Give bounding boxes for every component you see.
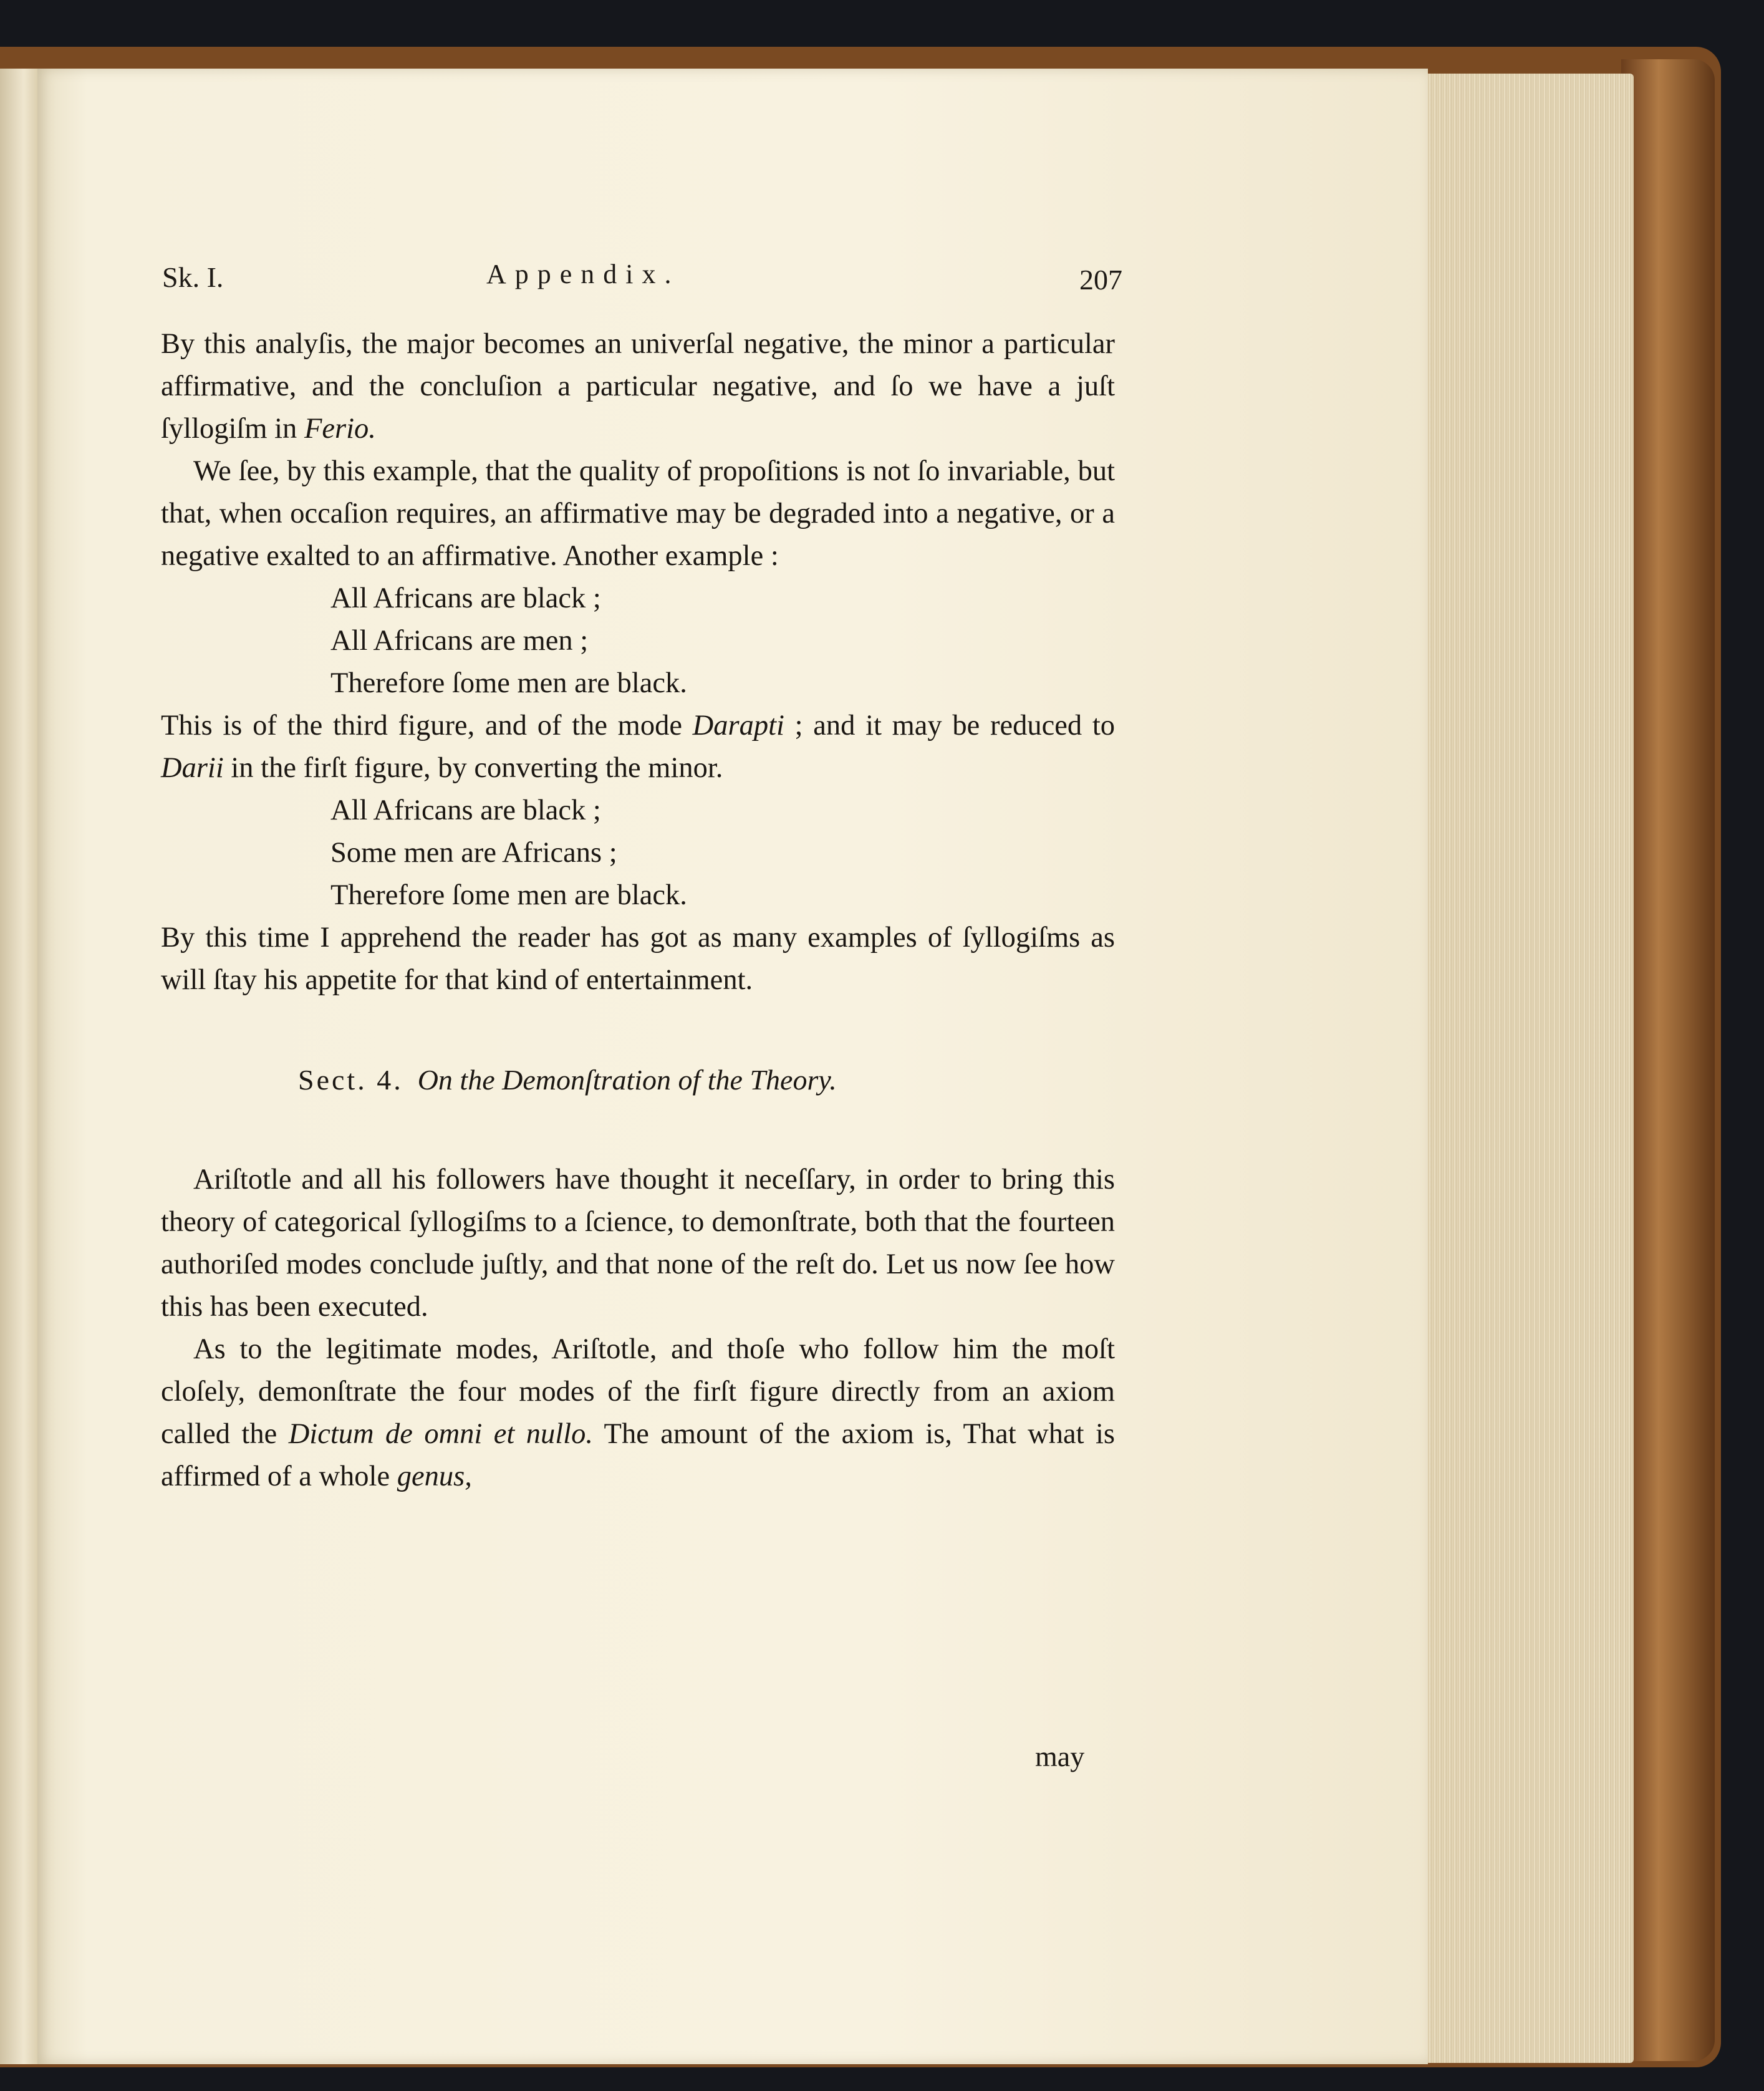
header-section: Sk. I. [162, 261, 224, 293]
syllogism-2-line-2: Some men are Africans ; [330, 837, 617, 869]
syllogism-1-line-3: Therefore ſome men are black. [330, 667, 687, 699]
italic-darii: Darii [161, 752, 224, 784]
paragraph-4: By this time I apprehend the reader has got as many examples of ſyllogiſms as will ſtay his appetite for that kind of entertainment. [161, 922, 1115, 996]
paragraph-1: By this analyſis, the major becomes an univerſal negative, the minor a particular affirmative, and the concluſion a particular negative, and ſo we have a juſt ſyllogiſm in Ferio. [161, 328, 1115, 445]
paragraph-6: As to the legitimate modes, Ariſtotle, and thoſe who follow him the moſt cloſely, demonſtrate the four modes of the firſt figure directly from an axiom called the Dictum de omni et nullo. The amount of the axiom is, That what is affirmed of a whole genus, [161, 1333, 1115, 1492]
page-body [161, 323, 1115, 1498]
syllogism-2-line-3: Therefore ſome men are black. [330, 879, 687, 911]
paragraph-3: This is of the third figure, and of the mode Darapti ; and it may be reduced to Darii in the firſt figure, by converting the minor. [161, 710, 1115, 784]
syllogism-1-line-2: All Africans are men ; [330, 625, 589, 657]
section-title: On the Demonſtration of the Theory. [417, 1064, 837, 1096]
italic-ferio: Ferio. [304, 413, 376, 445]
book-cover-edge [1621, 59, 1715, 2061]
catchword: may [1035, 1741, 1085, 1772]
paragraph-2: We ſee, by this example, that the quality of propoſitions is not ſo invariable, but that, when occaſion requires, an affirmative may be degraded into a negative, or a negative exalted to an affirmative. Another example : [161, 455, 1115, 572]
syllogism-1-line-1: All Africans are black ; [330, 582, 601, 614]
syllogism-2-line-1: All Africans are black ; [330, 794, 601, 826]
italic-darapti: Darapti [692, 710, 784, 741]
paragraph-5: Ariſtotle and all his followers have thought it neceſſary, in order to bring this theory of categorical ſyllogiſms to a ſcience, to demonſtrate, both that the fourteen authoriſed modes conclude juſtly, and that none of the reſt do. Let us now ſee how this has been executed. [161, 1164, 1115, 1323]
section-label: Sect. 4. [298, 1064, 403, 1096]
left-page-sliver [0, 69, 40, 2064]
page-number: 207 [1079, 264, 1122, 296]
header-title: Appendix. [486, 259, 680, 289]
section-heading [161, 1059, 1115, 1101]
running-header [162, 256, 1122, 306]
italic-dictum: Dictum de omni et nullo. [288, 1418, 593, 1450]
page-edges [1422, 74, 1634, 2063]
italic-genus: genus, [397, 1461, 472, 1492]
